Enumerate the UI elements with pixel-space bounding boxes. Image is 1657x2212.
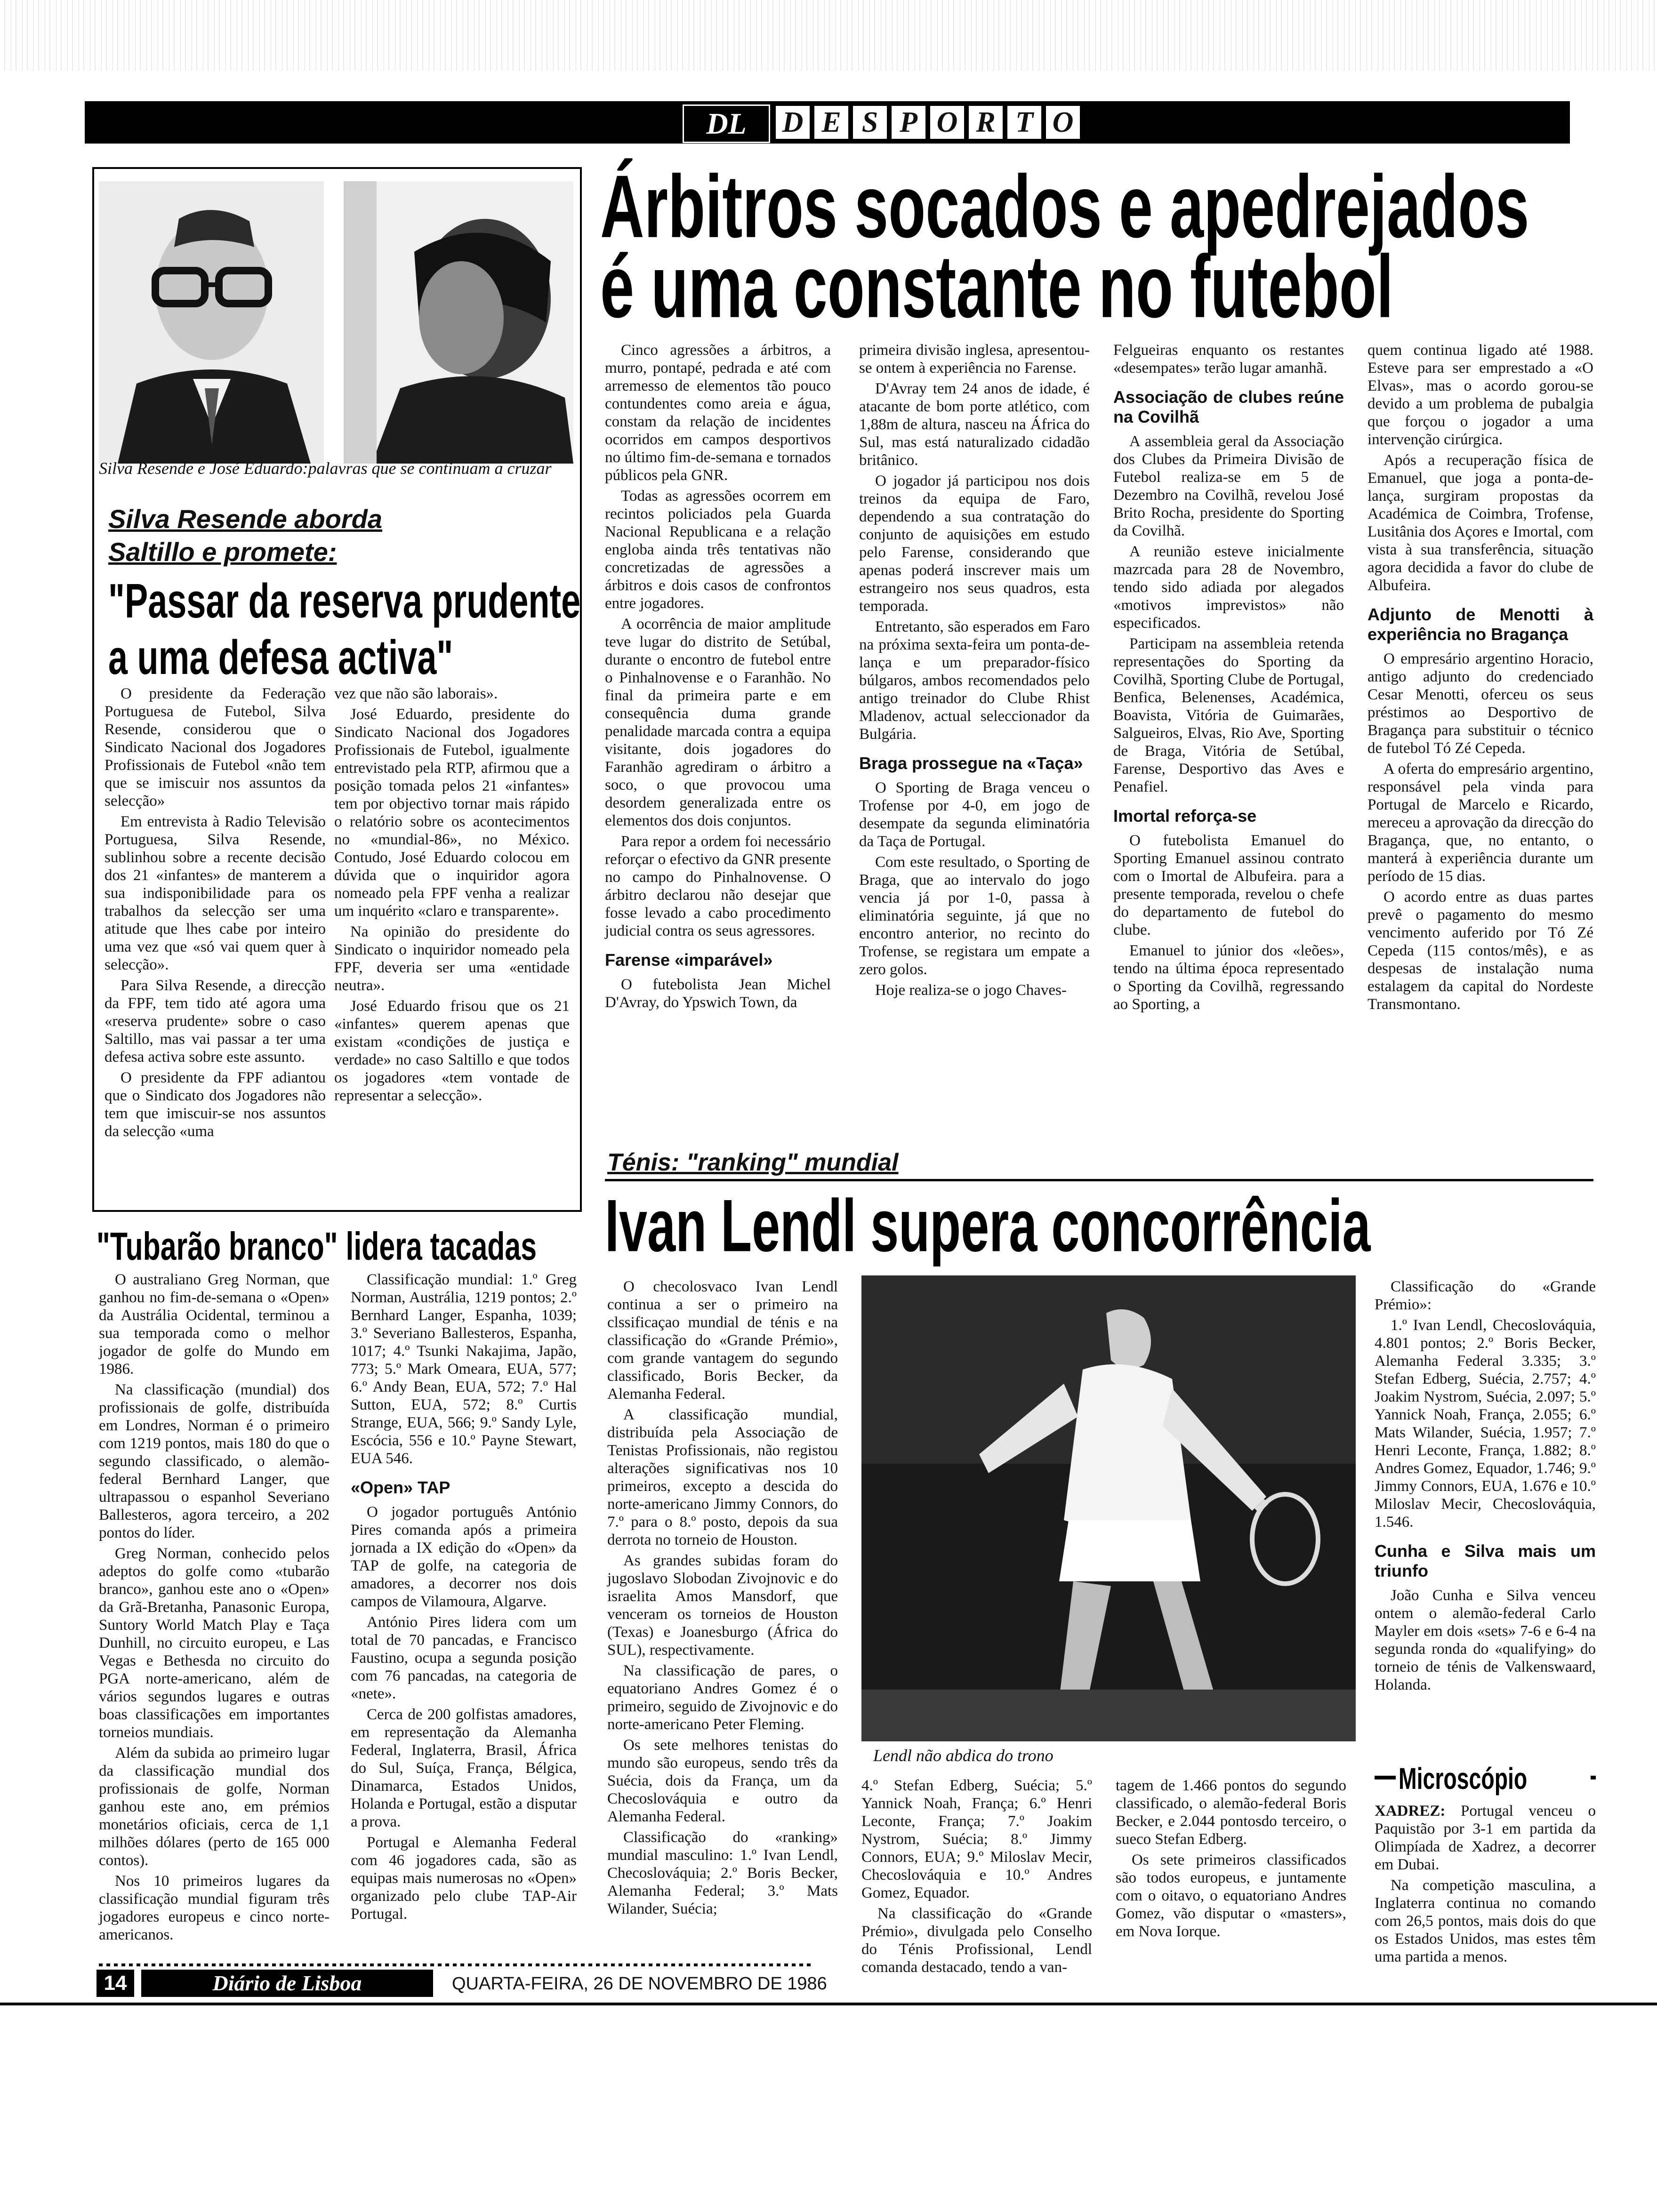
footer-bottom-rule <box>0 2003 1657 2005</box>
paragraph: Portugal e Alemanha Federal com 46 jogadores cada, são as equipas mais numerosas no «Open» organizado pelo clube TAP-Air Portugal. <box>351 1834 577 1923</box>
microscopio-text: XADREZ: Portugal venceu o Paquistão por 3-1 em partida da Olimpíada de Xadrez, a decorrer em Dubai. Na competição masculina, a Inglaterra continua no comando com 26,5 pontos, mais dois do que os Estados Unidos, mas estes têm uma partida a menos. <box>1375 1803 1596 1965</box>
tennis-col-4 <box>1375 1278 1596 1697</box>
paragraph: Participam na assembleia retenda representações do Sporting da Covilhã, Sporting Clube de Portugal, Benfica, Belenenses, Académica, Boavista, Vitória de Guimarães, Salgueiros, Elvas, Rio Ave, Sporting de Braga, Vitória de Setúbal, Farense, Desportivo das Aves e Penafiel. <box>1113 635 1344 795</box>
paragraph: Em entrevista à Radio Televisão Portuguesa, Silva Resende, sublinhou sobre a recente decisão dos 21 «infantes» de manterem a sua indisponibilidade para os trabalhos da selecção ser uma atitude que lhes cabe por inteiro uma vez que «só vai quem quer à selecção». <box>105 813 326 973</box>
microscopio-rule-left <box>1375 1776 1396 1779</box>
photo-silva-resende <box>99 181 324 464</box>
paragraph: A classificação mundial, distribuída pela Associação de Tenistas Profissionais, não registou alterações significativas nos 10 primeiros, excepto a descida do norte-americano Jimmy Connors, do 7.º para o 8.º posto, depois da sua derrota no torneio de Houston. <box>607 1406 838 1548</box>
golf-col-2 <box>351 1271 577 1926</box>
paragraph: O futebolista Emanuel do Sporting Emanuel assinou contrato com o Imortal de Albufeira. para a presente temporada, revelou o chefe do departamento de futebol do clube. <box>1113 832 1344 938</box>
tennis-col-3 <box>1116 1777 1346 1943</box>
arbitros-col-4 <box>1367 341 1593 1016</box>
golf-headline: "Tubarão branco" lidera tacadas <box>97 1224 537 1269</box>
arbitros-headline-1: Árbitros socados e apedrejados <box>600 157 1529 256</box>
photo-jose-eduardo <box>344 181 573 464</box>
paragraph: Emanuel to júnior dos «leões», tendo na última época representado o Sporting da Covilhã, regressando ao Sporting, a <box>1113 942 1344 1013</box>
paragraph: Classificação do «Grande Prémio»: <box>1375 1278 1596 1313</box>
photo-ivan-lendl <box>861 1275 1356 1741</box>
paragraph: vez que não são laborais». <box>334 685 498 702</box>
subheading: Adjunto de Menotti à experiência no Bragança <box>1367 605 1593 644</box>
subheading: Braga prossegue na «Taça» <box>859 753 1083 773</box>
resende-kicker-2: Saltillo e promete: <box>108 537 337 567</box>
subheading: «Open» TAP <box>351 1478 450 1497</box>
lendl-photo-caption: Lendl não abdica do trono <box>873 1746 1054 1765</box>
paragraph: Com este resultado, o Sporting de Braga, que ao intervalo do jogo vencia já por 1-0, passa à eliminatória seguinte, já que no encontro anterior, no recinto do Trofense, se registara um empate a zero golos. <box>859 854 1090 978</box>
section-letter: R <box>967 104 1004 140</box>
microscopio-title: Microscópio <box>1399 1762 1528 1796</box>
paragraph: O jogador já participou nos dois treinos da equipa de Faro, dependendo a sua contratação do conjunto de aquisições em estudo pelo Farense, considerando que apenas poderá inscrever mais um estrangeiro nos seus quadros, esta temporada. <box>859 473 1090 615</box>
paragraph: José Eduardo frisou que os 21 «infantes» querem apenas que existam «condições de justiça e verdade» no caso Saltillo e que todos os jogadores «tem vontade de representar a selecção». <box>334 998 570 1104</box>
arbitros-col-1 <box>605 341 831 1014</box>
paragraph: Na classificação (mundial) dos profissionais de golfe, distribuída em Londres, Norman é o primeiro com 1219 pontos, mais 180 do que o segundo classificado, o alemão-federal Bernhard Langer, que ultrapassou o espanhol Severiano Ballesteros, agora terceiro, a 202 pontos do líder. <box>99 1381 330 1541</box>
paragraph: A oferta do empresário argentino, responsável pela vinda para Portugal de Marcelo e Ricardo, mereceu a aprovação da direcção do Bragança, que, no entanto, o manterá à experiência durante um período de 15 dias. <box>1367 761 1593 885</box>
paragraph: Na classificação do «Grande Prémio», divulgada pelo Conselho do Ténis Profissional, Lendl comanda destacado, tendo a van- <box>861 1905 1092 1976</box>
paragraph: Classificação mundial: 1.º Greg Norman, Austrália, 1219 pontos; 2.º Bernhard Langer, Espanha, 1039; 3.º Severiano Ballesteros, Espanha, 1017; 4.º Tsunki Nakajima, Japão, 773; 5.º Mark Omeara, EUA, 577; 6.º Andy Bean, EUA, 572; 7.º Hal Sutton, EUA, 572; 8.º Curtis Strange, EUA, 566; 9.º Sandy Lyle, Escócia, 556 e 10.º Payne Stewart, EUA 546. <box>351 1271 577 1467</box>
paragraph: Greg Norman, conhecido pelos adeptos do golfe como «tubarão branco», ganhou este ano o «Open» da Grã-Bretanha, Panasonic Europa, Suntory World Match Play e Taça Dunhill, no circuito europeu, e Las Vegas e Bethesda no circuito do PGA norte-americano, além de vários segundos lugares e outras boas classificações em importantes torneios mundiais. <box>99 1545 330 1741</box>
paragraph: Para repor a ordem foi necessário reforçar o efectivo da GNR presente no campo do Pinhalnovense. O árbitro declarou não desejar que fosse levado a cabo procedimento judicial contra os seus agressores. <box>605 833 831 939</box>
paragraph: O jogador português António Pires comanda após a primeira jornada a IX edição do «Open» da TAP de golfe, na categoria de amadores, a decorrer nos dois campos de Vilamoura, Algarve. <box>351 1504 577 1610</box>
paragraph: Além da subida ao primeiro lugar da classificação mundial dos profissionais de golfe, Norman ganhou este ano, em prémios monetários oficiais, cerca de 1,1 milhões dólares (perto de 165 000 contos). <box>99 1745 330 1869</box>
subheading: Farense «imparável» <box>605 950 773 970</box>
paragraph: D'Avray tem 24 anos de idade, é atacante de bom porte atlético, com 1,88m de altura, nasceu na África do Sul, mas está naturalizado cidadão britânico. <box>859 380 1090 469</box>
paragraph: O presidente da Federação Portuguesa de Futebol, Silva Resende, considerou que o Sindicato Nacional dos Jogadores Profissionais de Futebol «não tem que se imiscuir nos assuntos da selecção» <box>105 685 326 809</box>
paragraph: O empresário argentino Horacio, antigo adjunto do credenciado Cesar Menotti, oferceu os seus préstimos ao Desportivo de Bragança para substituir o técnico de futebol Tó Zé Cepeda. <box>1367 650 1593 757</box>
tennis-headline: Ivan Lendl supera concorrência <box>605 1184 1371 1267</box>
paragraph: A assembleia geral da Associação dos Clubes da Primeira Divisão de Futebol realiza-se em 5 de Dezembro na Covilhã, revelou José Brito Rocha, presidente do Sporting da Covilhã. <box>1113 433 1344 539</box>
subheading: Associação de clubes reúne na Covilhã <box>1113 387 1344 426</box>
subheading: Cunha e Silva mais um triunfo <box>1375 1541 1596 1580</box>
arbitros-col-3 <box>1113 341 1344 1016</box>
footer-dotted-line <box>99 1964 814 1966</box>
section-letter: E <box>813 104 850 140</box>
arbitros-headline-2: é uma constante no futebol <box>600 237 1393 337</box>
paragraph: Hoje realiza-se o jogo Chaves- <box>875 982 1067 999</box>
resende-col-2 <box>334 685 570 1107</box>
paragraph: O australiano Greg Norman, que ganhou no fim-de-semana o «Open» da Austrália Ocidental, terminou a sua temporada como o melhor jogador de golfe do Mundo em 1986. <box>99 1271 330 1378</box>
footer-page-number: 14 <box>97 1970 134 1997</box>
tennis-kicker: Ténis: "ranking" mundial <box>607 1149 899 1176</box>
paragraph: João Cunha e Silva venceu ontem o alemão-federal Carlo Mayler em dois «sets» 7-6 e 6-4 na segunda ronda do «qualifying» do torneio de ténis de Valkenswaard, Holanda. <box>1375 1587 1596 1693</box>
paragraph: Classificação do «ranking» mundial masculino: 1.º Ivan Lendl, Checoslováquia; 2.º Boris Becker, Alemanha Federal; 3.º Mats Wilander, Suécia; <box>607 1829 838 1917</box>
subheading: Imortal reforça-se <box>1113 806 1257 825</box>
paragraph: quem continua ligado até 1988. Esteve para ser emprestado a «O Elvas», mas o acordo gorou-se devido a um problema de pubalgia que forçou o jogador a uma intervenção cirúrgica. <box>1367 342 1593 448</box>
resende-kicker-1: Silva Resende aborda <box>108 504 383 534</box>
paragraph: Felgueiras enquanto os restantes «desempates» terão lugar amanhã. <box>1113 342 1344 377</box>
paragraph: O acordo entre as duas partes prevê o pagamento do mesmo vencimento auferido por Tó Zé Cepeda (115 contos/mês), e as despesas de instalação numa estalagem da capital do Nordeste Transmontano. <box>1367 889 1593 1013</box>
paragraph: A ocorrência de maior amplitude teve lugar do distrito de Setúbal, durante o encontro de futebol entre o Pinhalnovense e o Faranhão. No final da primeira parte e em consequência duma grande penalidade marcada contra a equipa visitante, dois jogadores do Faranhão agrediram o árbitro a soco, o que provocou uma desordem generalizada entre os elementos dos dois conjuntos. <box>605 616 831 829</box>
paragraph: Entretanto, são esperados em Faro na próxima sexta-feira um ponta-de-lança e um preparador-físico búlgaros, ambos recomendados pelo antigo treinador do Clube Rhist Mladenov, actual seleccionador da Bulgária. <box>859 618 1090 743</box>
section-title <box>774 104 1083 140</box>
section-letter: O <box>929 104 965 140</box>
microscopio-box <box>1375 1763 1596 1969</box>
tennis-col-2 <box>861 1777 1092 1979</box>
paragraph: Na classificação de pares, o equatoriano Andres Gomez é o primeiro, seguido de Zivojnovic e do norte-americano Peter Fleming. <box>607 1662 838 1733</box>
tennis-col-1 <box>607 1278 838 1921</box>
paragraph: José Eduardo, presidente do Sindicato Nacional dos Jogadores Profissionais de Futebol, igualmente entrevistado pela RTP, afirmou que a posição tomada pelos 21 «infantes» tem por objectivo tornar mais rápido o relatório sobre os acontecimentos no «mundial-86», no México. Contudo, José Eduardo colocou em dúvida que o inquiridor agora nomeado pela FPF venha a realizar um inquérito «claro e transparente». <box>334 706 570 920</box>
resende-headline-2: a uma defesa activa" <box>108 631 453 685</box>
section-letter: S <box>852 104 888 140</box>
paragraph: Na opinião do presidente do Sindicato o inquiridor nomeado pela FPF, deveria ser uma «entidade neutra». <box>334 923 570 994</box>
paragraph: O presidente da FPF adiantou que o Sindicato dos Jogadores não tem que imiscuir-se nos assuntos da selecção «uma <box>105 1069 326 1140</box>
paragraph: Os sete primeiros classificados são todos europeus, e juntamente com o oitavo, o equatoriano Andres Gomez, vão disputar o «masters», em Nova Iorque. <box>1116 1851 1346 1940</box>
paragraph: 4.º Stefan Edberg, Suécia; 5.º Yannick Noah, França; 6.º Henri Leconte, França; 7.º Joakim Nystrom, Suécia; 8.º Jimmy Connors, EUA; 9.º Miloslav Mecir, Checoslováquia e 10.º Andres Gomez, Equador. <box>861 1777 1092 1901</box>
footer-date: QUARTA-FEIRA, 26 DE NOVEMBRO DE 1986 <box>452 1974 827 1994</box>
paragraph: Nos 10 primeiros lugares da classificação mundial figuram três jogadores europeus e cinco norte-americanos. <box>99 1873 330 1943</box>
golf-col-1 <box>99 1271 330 1947</box>
paragraph: Os sete melhores tenistas do mundo são europeus, sendo três da Suécia, dois da França, um da Checoslováquia e outro da Alemanha Federal. <box>607 1737 838 1825</box>
paragraph: O checolosvaco Ivan Lendl continua a ser o primeiro na clssificaçao mundial de ténis e na classificação do «Grande Prémio», com grande vantagem do segundo classificado, Boris Becker, da Alemanha Federal. <box>607 1278 838 1403</box>
paragraph: Todas as agressões ocorrem em recintos policiados pela Guarda Nacional Republicana e a relação engloba ainda três tentativas não concretizadas de agressões a árbitros e dois casos de confrontos entre jogadores. <box>605 488 831 612</box>
paragraph: António Pires lidera com um total de 70 pancadas, e Francisco Faustino, ocupa a segunda posição com 76 pancadas, na categoria de «nete». <box>351 1614 577 1702</box>
arbitros-col-2 <box>859 341 1090 1002</box>
microscopio-rule-right <box>1591 1776 1596 1779</box>
tennis-kicker-rule <box>605 1179 1593 1181</box>
paragraph: Cinco agressões a árbitros, a murro, pontapé, pedrada e até com arremesso de elementos tão pouco contundentes como areia e água, constam da relação de incidentes ocorridos em campos desportivos no último fim-de-semana e tornados públicos pela GNR. <box>605 342 831 484</box>
section-letter: T <box>1006 104 1043 140</box>
paragraph: O Sporting de Braga venceu o Trofense por 4-0, em jogo de desempate da segunda eliminatória da Taça de Portugal. <box>859 779 1090 850</box>
footer-masthead: Diário de Lisboa <box>141 1970 433 1997</box>
paragraph: A reunião esteve inicialmente mazrcada para 28 de Novembro, tendo sido adiada por alegados «motivos imprevistos» não especificados. <box>1113 543 1344 632</box>
paragraph: Cerca de 200 golfistas amadores, em representação da Alemanha Federal, Inglaterra, Brasil, África do Sul, Suíça, França, Bélgica, Dinamarca, Estados Unidos, Holanda e Portugal, estão a disputar a prova. <box>351 1706 577 1830</box>
resende-photo-caption: Silva Resende e José Eduardo:palavras que se continuam a cruzar <box>99 459 552 478</box>
section-letter: P <box>890 104 927 140</box>
section-logo: DL <box>683 104 770 143</box>
resende-headline-1: "Passar da reserva prudente <box>108 574 581 628</box>
paragraph: Para Silva Resende, a direcção da FPF, tem tido até agora uma «reserva prudente» sobre o caso Saltillo, mas vai passar a ter uma defesa activa sobre este assunto. <box>105 977 326 1066</box>
resende-col-1 <box>105 685 326 1143</box>
section-letter: O <box>1045 104 1081 140</box>
paragraph: Após a recuperação física de Emanuel, que joga a ponta-de-lança, surgiram propostas da Académica de Coimbra, Trofense, Lusitânia dos Açores e Imortal, com vista à sua transferência, situação agora decidida a favor do clube de Albufeira. <box>1367 452 1593 594</box>
paragraph: tagem de 1.466 pontos do segundo classificado, o alemão-federal Boris Becker, e 2.044 pontosdo terceiro, o sueco Stefan Edberg. <box>1116 1777 1346 1848</box>
paragraph: primeira divisão inglesa, apresentou-se ontem à experiência no Farense. <box>859 342 1090 377</box>
section-letter: D <box>774 104 811 140</box>
paragraph: O futebolista Jean Michel D'Avray, do Ypswich Town, da <box>605 976 831 1011</box>
top-print-noise <box>0 0 1657 71</box>
paragraph: 1.º Ivan Lendl, Checoslováquia, 4.801 pontos; 2.º Boris Becker, Alemanha Federal 3.335; 3.º Stefan Edberg, Suécia, 2.757; 4.º Joakim Nystrom, Suécia, 2.097; 5.º Yannick Noah, França, 2.055; 6.º Mats Wilander, Suécia, 1.957; 7.º Henri Leconte, França, 1.882; 8.º Andres Gomez, Equador, 1.746; 9.º Jimmy Connors, EUA, 1.676 e 10.º Miloslav Mecir, Checoslováquia, 1.546. <box>1375 1317 1596 1531</box>
paragraph: As grandes subidas foram do jugoslavo Slobodan Zivojnovic e do israelita Amos Mansdorf, que venceram os torneios de Houston (Texas) e Joanesburgo (África do SUL), respectivamente. <box>607 1552 838 1659</box>
